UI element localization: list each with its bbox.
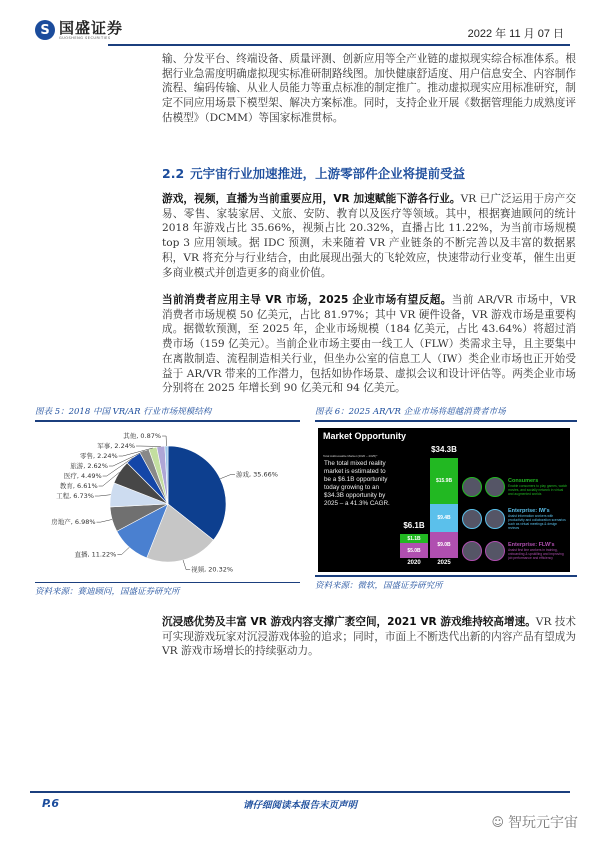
paragraph-lead: 沉浸感优势及丰富 VR 游戏内容支撑广袤空间，2021 VR 游戏维持较高增速。 bbox=[162, 616, 536, 628]
leader-line bbox=[97, 519, 113, 522]
figure-divider bbox=[35, 582, 300, 584]
segment-title: Enterprise: IW's bbox=[508, 508, 550, 514]
section-number: 2.2 bbox=[162, 166, 185, 181]
pie-label: 旅游, 2.62% bbox=[70, 461, 108, 470]
disclaimer: 请仔细阅读本报告末页声明 bbox=[242, 800, 357, 811]
section-heading bbox=[162, 164, 465, 182]
report-date: 2022 年 11 月 07 日 bbox=[467, 28, 564, 40]
segment-title: Enterprise: FLW's bbox=[508, 542, 555, 548]
paragraph-applications bbox=[162, 192, 576, 280]
bar-segment: $5.0B bbox=[400, 543, 428, 558]
image-heading: Market Opportunity bbox=[323, 431, 407, 441]
watermark bbox=[491, 812, 578, 832]
pie-label: 工程, 6.73% bbox=[56, 491, 94, 500]
market-segments bbox=[462, 472, 568, 568]
bar-segment: $9.4B bbox=[430, 504, 458, 531]
pie-label: 教育, 6.61% bbox=[59, 481, 98, 490]
page-number: P.6 bbox=[42, 797, 60, 810]
pie-label: 医疗, 4.49% bbox=[63, 471, 102, 480]
bar-year: 2020 bbox=[407, 560, 421, 566]
wechat-icon: ☺ bbox=[491, 815, 504, 829]
bar-segment: $15.9B bbox=[430, 458, 458, 504]
paragraph-body: VR 技术可实现游戏玩家对沉浸游戏体验的追求；同时，市面上不断迭代出新的内容产品有望成为 VR 游戏市场增长的持续驱动力。 bbox=[162, 616, 576, 658]
paragraph-body: 当前 AR/VR 市场中，VR 消费者市场规模 50 亿美元，占比 81.97%；其中 VR 硬件设备，VR 游戏市场是重要构成。据微软预测，至 2025 年，企业市场规模（184 亿美元，占比 43.64%）将超过消费市场（159 亿美元）。当前企业市场主要由一线工人（FLW）类需求主导，且主要集中在离散制造、流程制造相关行业，但坐办公室的信息工人（IW）类企业市场也正开始受益于 AR/VR 带来的工作潜力，包括如协作场景、虚拟会议和设计评估等。两类企业市场分别将在 2025 年增长到 90 亿美元和 94 亿美元。 bbox=[162, 294, 576, 395]
segment-desc: Assist information workers with productivity and collaboration scenarios such as virtual meetings & design reviews bbox=[508, 514, 566, 530]
image-subheading: Total Addressable Market (2020 – 2025)* bbox=[323, 454, 378, 458]
photo-circle bbox=[462, 477, 482, 497]
logo-english: GUOSHENG SECURITIES bbox=[59, 35, 111, 40]
paragraph-lead: 当前消费者应用主导 VR 市场，2025 企业市场有望反超。 bbox=[162, 294, 452, 306]
logo-icon: S bbox=[35, 20, 55, 40]
header-divider bbox=[108, 44, 570, 46]
photo-circle bbox=[462, 509, 482, 529]
figure-divider bbox=[315, 575, 577, 577]
figure-6-footer bbox=[315, 575, 577, 591]
photo-circle bbox=[485, 477, 505, 497]
figure-source: 资料来源：微软，国盛证券研究所 bbox=[315, 580, 443, 591]
photo-circle bbox=[485, 541, 505, 561]
company-logo bbox=[35, 20, 123, 40]
figure-source: 资料来源：赛迪顾问，国盛证券研究所 bbox=[35, 587, 180, 597]
pie-label: 其他, 0.87% bbox=[123, 431, 162, 440]
leader-line bbox=[220, 474, 235, 478]
segment-desc: Enable consumers to play games, watch movies, and socially network in virtual and augmented worlds bbox=[508, 484, 568, 496]
bar-segment: $9.0B bbox=[430, 532, 458, 558]
leader-line bbox=[95, 494, 111, 495]
pie-label: 直播, 11.22% bbox=[74, 550, 117, 559]
footer-divider bbox=[30, 791, 570, 793]
segment-row bbox=[462, 504, 568, 534]
bar-year: 2025 bbox=[437, 560, 451, 566]
figure-6 bbox=[315, 405, 577, 422]
bar-segment: $1.1B bbox=[400, 534, 428, 543]
photo-circle bbox=[462, 541, 482, 561]
figure-5 bbox=[35, 405, 300, 597]
figure-title: 图表 6：2025 AR/VR 企业市场将超越消费者市场 bbox=[315, 407, 506, 417]
image-description: The total mixed reality market is estimated to be a $6.1B opportunity today growing to an $34.3B opportunity by 2025 – a 41.3% CAGR. bbox=[324, 460, 390, 507]
pie-chart bbox=[35, 422, 300, 582]
segment-desc: Assist first line workers in training, onboarding & upskilling and improving job performance and efficiency bbox=[508, 548, 564, 560]
market-opportunity-image bbox=[318, 428, 570, 572]
watermark-text: 智玩元宇宙 bbox=[508, 815, 578, 831]
paragraph-market bbox=[162, 293, 576, 396]
pie-label: 房地产, 6.98% bbox=[51, 517, 96, 526]
segment-row bbox=[462, 536, 568, 566]
segment-title: Consumers bbox=[508, 478, 539, 484]
pie-label: 军事, 2.24% bbox=[97, 441, 136, 450]
paragraph-lead: 游戏，视频，直播为当前重要应用，VR 加速赋能下游各行业。 bbox=[162, 193, 461, 205]
paragraph-gaming bbox=[162, 615, 576, 659]
bar-total: $6.1B bbox=[403, 521, 425, 531]
figure-divider bbox=[315, 420, 577, 422]
segment-row bbox=[462, 472, 568, 502]
paragraph-standards: 输、分发平台、终端设备、质量评测、创新应用等全产业链的虚拟现实综合标准体系。根据行业急需度明确虚拟现实标准研制路线图。加快健康舒适度、用户信息安全、内容制作流程、编码传输、从业人员能力等重点标准的制定推广。推动虚拟现实应用标准研究，制定不同应用场景下模型架、解决方案标准。同时，支持企业开展《数据管理能力成熟度评估模型》（DCMM）等国家标准贯标。 bbox=[162, 53, 576, 124]
leader-line bbox=[183, 560, 190, 570]
section-title: 元宇宙行业加速推进，上游零部件企业将提前受益 bbox=[190, 166, 466, 181]
figure-title: 图表 5：2018 中国 VR/AR 行业市场规模结构 bbox=[35, 407, 212, 417]
photo-circle bbox=[485, 509, 505, 529]
bar-total: $34.3B bbox=[431, 445, 457, 454]
pie-label: 零售, 2.24% bbox=[79, 451, 118, 460]
paragraph-body: VR 已广泛运用于房产交易、零售、家装家居、文旅、安防、教育以及医疗等领域。其中，根据赛迪顾问的统计 2018 年游戏占比 35.66%，视频占比 20.32%，直播占比 11.22%，为当前市场规模 top 3 应用领域。据 IDC 预测，未来随着 VR 产业链条的不断完善以及丰富的数据累积，VR 将充分与行业结合，由此展现出强大的飞轮效应，快速带动行业变革，催生出更多商业模式并创造更多的商业价值。 bbox=[162, 193, 576, 279]
pie-label: 游戏, 35.66% bbox=[236, 469, 278, 478]
pie-label: 视频, 20.32% bbox=[191, 565, 234, 574]
leader-line bbox=[117, 547, 129, 554]
logo-name: 国盛证券 bbox=[59, 18, 124, 37]
leader-line bbox=[162, 436, 166, 446]
